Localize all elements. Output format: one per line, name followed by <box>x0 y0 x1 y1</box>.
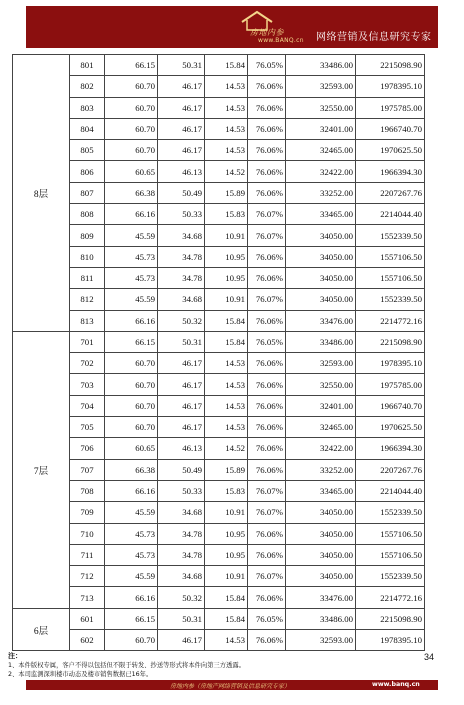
unit-number-cell: 702 <box>70 353 105 374</box>
net-area-cell: 46.17 <box>158 76 205 97</box>
shared-area-cell: 15.84 <box>205 55 248 76</box>
efficiency-rate-cell: 76.06% <box>248 587 286 608</box>
efficiency-rate-cell: 76.06% <box>248 523 286 544</box>
table-row <box>13 630 425 651</box>
table-row <box>13 331 425 352</box>
unit-price-cell: 33476.00 <box>286 310 356 331</box>
efficiency-rate-cell: 76.07% <box>248 225 286 246</box>
total-price-cell: 1557106.50 <box>356 267 425 288</box>
unit-price-cell: 33465.00 <box>286 204 356 225</box>
shared-area-cell: 14.53 <box>205 395 248 416</box>
net-area-cell: 50.49 <box>158 182 205 203</box>
total-price-cell: 1552339.50 <box>356 566 425 587</box>
net-area-cell: 50.33 <box>158 480 205 501</box>
unit-number-cell: 812 <box>70 289 105 310</box>
shared-area-cell: 14.53 <box>205 140 248 161</box>
gross-area-cell: 66.15 <box>105 55 158 76</box>
net-area-cell: 46.17 <box>158 374 205 395</box>
gross-area-cell: 66.16 <box>105 587 158 608</box>
header-url: www.BANQ.cn <box>258 37 304 44</box>
unit-number-cell: 810 <box>70 246 105 267</box>
table-row <box>13 353 425 374</box>
unit-number-cell: 713 <box>70 587 105 608</box>
gross-area-cell: 60.70 <box>105 417 158 438</box>
unit-number-cell: 807 <box>70 182 105 203</box>
efficiency-rate-cell: 76.06% <box>248 459 286 480</box>
notes-title: 注： <box>8 652 22 660</box>
gross-area-cell: 45.59 <box>105 225 158 246</box>
unit-price-cell: 32593.00 <box>286 353 356 374</box>
total-price-cell: 1966394.30 <box>356 161 425 182</box>
shared-area-cell: 14.53 <box>205 417 248 438</box>
unit-number-cell: 808 <box>70 204 105 225</box>
table-row <box>13 544 425 565</box>
total-price-cell: 1970625.50 <box>356 417 425 438</box>
shared-area-cell: 14.53 <box>205 353 248 374</box>
total-price-cell: 1557106.50 <box>356 544 425 565</box>
gross-area-cell: 45.73 <box>105 523 158 544</box>
table-row <box>13 246 425 267</box>
unit-number-cell: 708 <box>70 480 105 501</box>
efficiency-rate-cell: 76.06% <box>248 310 286 331</box>
unit-price-cell: 32422.00 <box>286 161 356 182</box>
shared-area-cell: 15.83 <box>205 204 248 225</box>
shared-area-cell: 14.53 <box>205 118 248 139</box>
net-area-cell: 34.78 <box>158 544 205 565</box>
efficiency-rate-cell: 76.07% <box>248 502 286 523</box>
total-price-cell: 1978395.10 <box>356 76 425 97</box>
gross-area-cell: 60.70 <box>105 140 158 161</box>
unit-price-cell: 32465.00 <box>286 417 356 438</box>
floor-label: 7层 <box>13 331 70 608</box>
unit-price-cell: 32422.00 <box>286 438 356 459</box>
total-price-cell: 1966740.70 <box>356 395 425 416</box>
unit-price-cell: 33486.00 <box>286 55 356 76</box>
unit-number-cell: 803 <box>70 97 105 118</box>
total-price-cell: 1557106.50 <box>356 246 425 267</box>
net-area-cell: 46.17 <box>158 97 205 118</box>
shared-area-cell: 14.52 <box>205 161 248 182</box>
shared-area-cell: 10.95 <box>205 246 248 267</box>
net-area-cell: 34.68 <box>158 566 205 587</box>
total-price-cell: 1557106.50 <box>356 523 425 544</box>
shared-area-cell: 10.91 <box>205 566 248 587</box>
total-price-cell: 2207267.76 <box>356 459 425 480</box>
table-row <box>13 438 425 459</box>
unit-price-cell: 34050.00 <box>286 544 356 565</box>
unit-number-cell: 804 <box>70 118 105 139</box>
unit-number-cell: 809 <box>70 225 105 246</box>
net-area-cell: 50.32 <box>158 587 205 608</box>
unit-price-cell: 34050.00 <box>286 267 356 288</box>
efficiency-rate-cell: 76.06% <box>248 438 286 459</box>
table-row <box>13 310 425 331</box>
total-price-cell: 2214044.40 <box>356 204 425 225</box>
efficiency-rate-cell: 76.07% <box>248 204 286 225</box>
shared-area-cell: 10.95 <box>205 523 248 544</box>
note-item: 1、本件版权专属，客户不得以包括但不限于转发、抄送等形式将本件向第三方透露。 <box>8 662 245 669</box>
efficiency-rate-cell: 76.06% <box>248 161 286 182</box>
total-price-cell: 1978395.10 <box>356 353 425 374</box>
unit-price-cell: 33476.00 <box>286 587 356 608</box>
efficiency-rate-cell: 76.06% <box>248 118 286 139</box>
net-area-cell: 34.68 <box>158 502 205 523</box>
gross-area-cell: 66.38 <box>105 182 158 203</box>
efficiency-rate-cell: 76.06% <box>248 374 286 395</box>
gross-area-cell: 66.15 <box>105 331 158 352</box>
total-price-cell: 2214772.16 <box>356 587 425 608</box>
net-area-cell: 46.17 <box>158 140 205 161</box>
unit-price-cell: 34050.00 <box>286 502 356 523</box>
unit-price-cell: 32550.00 <box>286 97 356 118</box>
gross-area-cell: 66.15 <box>105 608 158 629</box>
net-area-cell: 34.78 <box>158 267 205 288</box>
unit-price-cell: 32465.00 <box>286 140 356 161</box>
unit-number-cell: 706 <box>70 438 105 459</box>
shared-area-cell: 14.53 <box>205 374 248 395</box>
net-area-cell: 46.13 <box>158 438 205 459</box>
shared-area-cell: 15.84 <box>205 608 248 629</box>
shared-area-cell: 15.89 <box>205 459 248 480</box>
gross-area-cell: 60.70 <box>105 395 158 416</box>
unit-price-cell: 32401.00 <box>286 395 356 416</box>
total-price-cell: 2215098.90 <box>356 331 425 352</box>
gross-area-cell: 60.70 <box>105 118 158 139</box>
net-area-cell: 50.31 <box>158 55 205 76</box>
total-price-cell: 1966740.70 <box>356 118 425 139</box>
net-area-cell: 46.17 <box>158 417 205 438</box>
table-row <box>13 480 425 501</box>
unit-price-table <box>12 54 425 651</box>
shared-area-cell: 10.91 <box>205 225 248 246</box>
total-price-cell: 1975785.00 <box>356 374 425 395</box>
unit-number-cell: 801 <box>70 55 105 76</box>
efficiency-rate-cell: 76.05% <box>248 608 286 629</box>
gross-area-cell: 66.16 <box>105 310 158 331</box>
shared-area-cell: 14.53 <box>205 97 248 118</box>
shared-area-cell: 14.53 <box>205 76 248 97</box>
efficiency-rate-cell: 76.06% <box>248 140 286 161</box>
shared-area-cell: 15.84 <box>205 587 248 608</box>
header-brand: 房地内参 <box>250 28 284 37</box>
gross-area-cell: 45.73 <box>105 246 158 267</box>
efficiency-rate-cell: 76.06% <box>248 182 286 203</box>
net-area-cell: 46.17 <box>158 395 205 416</box>
unit-price-cell: 32593.00 <box>286 630 356 651</box>
table-row <box>13 55 425 76</box>
floor-label: 6层 <box>13 608 70 651</box>
gross-area-cell: 66.38 <box>105 459 158 480</box>
gross-area-cell: 60.70 <box>105 353 158 374</box>
net-area-cell: 46.17 <box>158 630 205 651</box>
table-row <box>13 587 425 608</box>
efficiency-rate-cell: 76.05% <box>248 331 286 352</box>
unit-price-cell: 34050.00 <box>286 246 356 267</box>
unit-number-cell: 709 <box>70 502 105 523</box>
net-area-cell: 34.68 <box>158 289 205 310</box>
total-price-cell: 1966394.30 <box>356 438 425 459</box>
table-row <box>13 225 425 246</box>
unit-number-cell: 602 <box>70 630 105 651</box>
net-area-cell: 46.17 <box>158 353 205 374</box>
gross-area-cell: 45.59 <box>105 289 158 310</box>
gross-area-cell: 60.65 <box>105 438 158 459</box>
gross-area-cell: 60.70 <box>105 374 158 395</box>
gross-area-cell: 66.16 <box>105 204 158 225</box>
table-row <box>13 417 425 438</box>
total-price-cell: 2207267.76 <box>356 182 425 203</box>
note-item: 2、本司监测深圳楼市动态及楼市销售数据已16年。 <box>8 671 153 678</box>
shared-area-cell: 10.91 <box>205 289 248 310</box>
efficiency-rate-cell: 76.06% <box>248 97 286 118</box>
net-area-cell: 34.68 <box>158 225 205 246</box>
unit-price-cell: 32593.00 <box>286 76 356 97</box>
net-area-cell: 34.78 <box>158 523 205 544</box>
total-price-cell: 1975785.00 <box>356 97 425 118</box>
unit-number-cell: 705 <box>70 417 105 438</box>
shared-area-cell: 15.84 <box>205 331 248 352</box>
table-row <box>13 267 425 288</box>
table-row <box>13 289 425 310</box>
unit-price-cell: 33486.00 <box>286 608 356 629</box>
table-row <box>13 97 425 118</box>
unit-number-cell: 601 <box>70 608 105 629</box>
table-row <box>13 161 425 182</box>
unit-price-cell: 33465.00 <box>286 480 356 501</box>
unit-price-cell: 33252.00 <box>286 182 356 203</box>
total-price-cell: 1552339.50 <box>356 289 425 310</box>
table-row <box>13 76 425 97</box>
footer-text: 房地内参（房地产网络营销及信息研究专家） <box>170 683 291 690</box>
table-row <box>13 395 425 416</box>
gross-area-cell: 45.59 <box>105 566 158 587</box>
header-title: 网络营销及信息研究专家 <box>316 32 432 43</box>
table-row <box>13 459 425 480</box>
floor-label: 8层 <box>13 55 70 332</box>
efficiency-rate-cell: 76.06% <box>248 76 286 97</box>
net-area-cell: 46.13 <box>158 161 205 182</box>
unit-number-cell: 711 <box>70 544 105 565</box>
net-area-cell: 46.17 <box>158 118 205 139</box>
table-row <box>13 566 425 587</box>
shared-area-cell: 14.52 <box>205 438 248 459</box>
gross-area-cell: 45.73 <box>105 267 158 288</box>
unit-number-cell: 710 <box>70 523 105 544</box>
net-area-cell: 50.49 <box>158 459 205 480</box>
efficiency-rate-cell: 76.05% <box>248 55 286 76</box>
shared-area-cell: 10.91 <box>205 502 248 523</box>
shared-area-cell: 15.83 <box>205 480 248 501</box>
total-price-cell: 2214044.40 <box>356 480 425 501</box>
unit-number-cell: 802 <box>70 76 105 97</box>
total-price-cell: 1970625.50 <box>356 140 425 161</box>
efficiency-rate-cell: 76.06% <box>248 544 286 565</box>
efficiency-rate-cell: 76.06% <box>248 246 286 267</box>
unit-price-cell: 33486.00 <box>286 331 356 352</box>
efficiency-rate-cell: 76.07% <box>248 289 286 310</box>
gross-area-cell: 60.65 <box>105 161 158 182</box>
unit-number-cell: 707 <box>70 459 105 480</box>
total-price-cell: 2215098.90 <box>356 608 425 629</box>
unit-number-cell: 703 <box>70 374 105 395</box>
total-price-cell: 1978395.10 <box>356 630 425 651</box>
efficiency-rate-cell: 76.07% <box>248 566 286 587</box>
net-area-cell: 50.31 <box>158 608 205 629</box>
unit-price-cell: 34050.00 <box>286 566 356 587</box>
gross-area-cell: 60.70 <box>105 630 158 651</box>
net-area-cell: 50.31 <box>158 331 205 352</box>
table-row <box>13 523 425 544</box>
gross-area-cell: 60.70 <box>105 76 158 97</box>
unit-number-cell: 701 <box>70 331 105 352</box>
unit-price-cell: 34050.00 <box>286 523 356 544</box>
shared-area-cell: 14.53 <box>205 630 248 651</box>
unit-price-cell: 33252.00 <box>286 459 356 480</box>
page-number: 34 <box>424 652 435 662</box>
footer-url: www.banq.cn <box>372 681 420 688</box>
unit-number-cell: 704 <box>70 395 105 416</box>
net-area-cell: 50.33 <box>158 204 205 225</box>
total-price-cell: 1552339.50 <box>356 225 425 246</box>
gross-area-cell: 60.70 <box>105 97 158 118</box>
table-row <box>13 204 425 225</box>
notes <box>8 652 245 679</box>
efficiency-rate-cell: 76.06% <box>248 630 286 651</box>
unit-number-cell: 806 <box>70 161 105 182</box>
unit-number-cell: 805 <box>70 140 105 161</box>
table-row <box>13 182 425 203</box>
total-price-cell: 1552339.50 <box>356 502 425 523</box>
table-row <box>13 374 425 395</box>
table-row <box>13 608 425 629</box>
total-price-cell: 2215098.90 <box>356 55 425 76</box>
net-area-cell: 50.32 <box>158 310 205 331</box>
table-row <box>13 502 425 523</box>
table-row <box>13 118 425 139</box>
unit-number-cell: 813 <box>70 310 105 331</box>
net-area-cell: 34.78 <box>158 246 205 267</box>
shared-area-cell: 15.89 <box>205 182 248 203</box>
unit-number-cell: 811 <box>70 267 105 288</box>
unit-price-cell: 32550.00 <box>286 374 356 395</box>
unit-number-cell: 712 <box>70 566 105 587</box>
efficiency-rate-cell: 76.06% <box>248 353 286 374</box>
table-row <box>13 140 425 161</box>
shared-area-cell: 10.95 <box>205 267 248 288</box>
unit-price-cell: 34050.00 <box>286 289 356 310</box>
shared-area-cell: 15.84 <box>205 310 248 331</box>
unit-price-cell: 32401.00 <box>286 118 356 139</box>
gross-area-cell: 66.16 <box>105 480 158 501</box>
efficiency-rate-cell: 76.06% <box>248 267 286 288</box>
unit-price-cell: 34050.00 <box>286 225 356 246</box>
efficiency-rate-cell: 76.06% <box>248 395 286 416</box>
total-price-cell: 2214772.16 <box>356 310 425 331</box>
shared-area-cell: 10.95 <box>205 544 248 565</box>
efficiency-rate-cell: 76.06% <box>248 417 286 438</box>
gross-area-cell: 45.73 <box>105 544 158 565</box>
gross-area-cell: 45.59 <box>105 502 158 523</box>
efficiency-rate-cell: 76.07% <box>248 480 286 501</box>
